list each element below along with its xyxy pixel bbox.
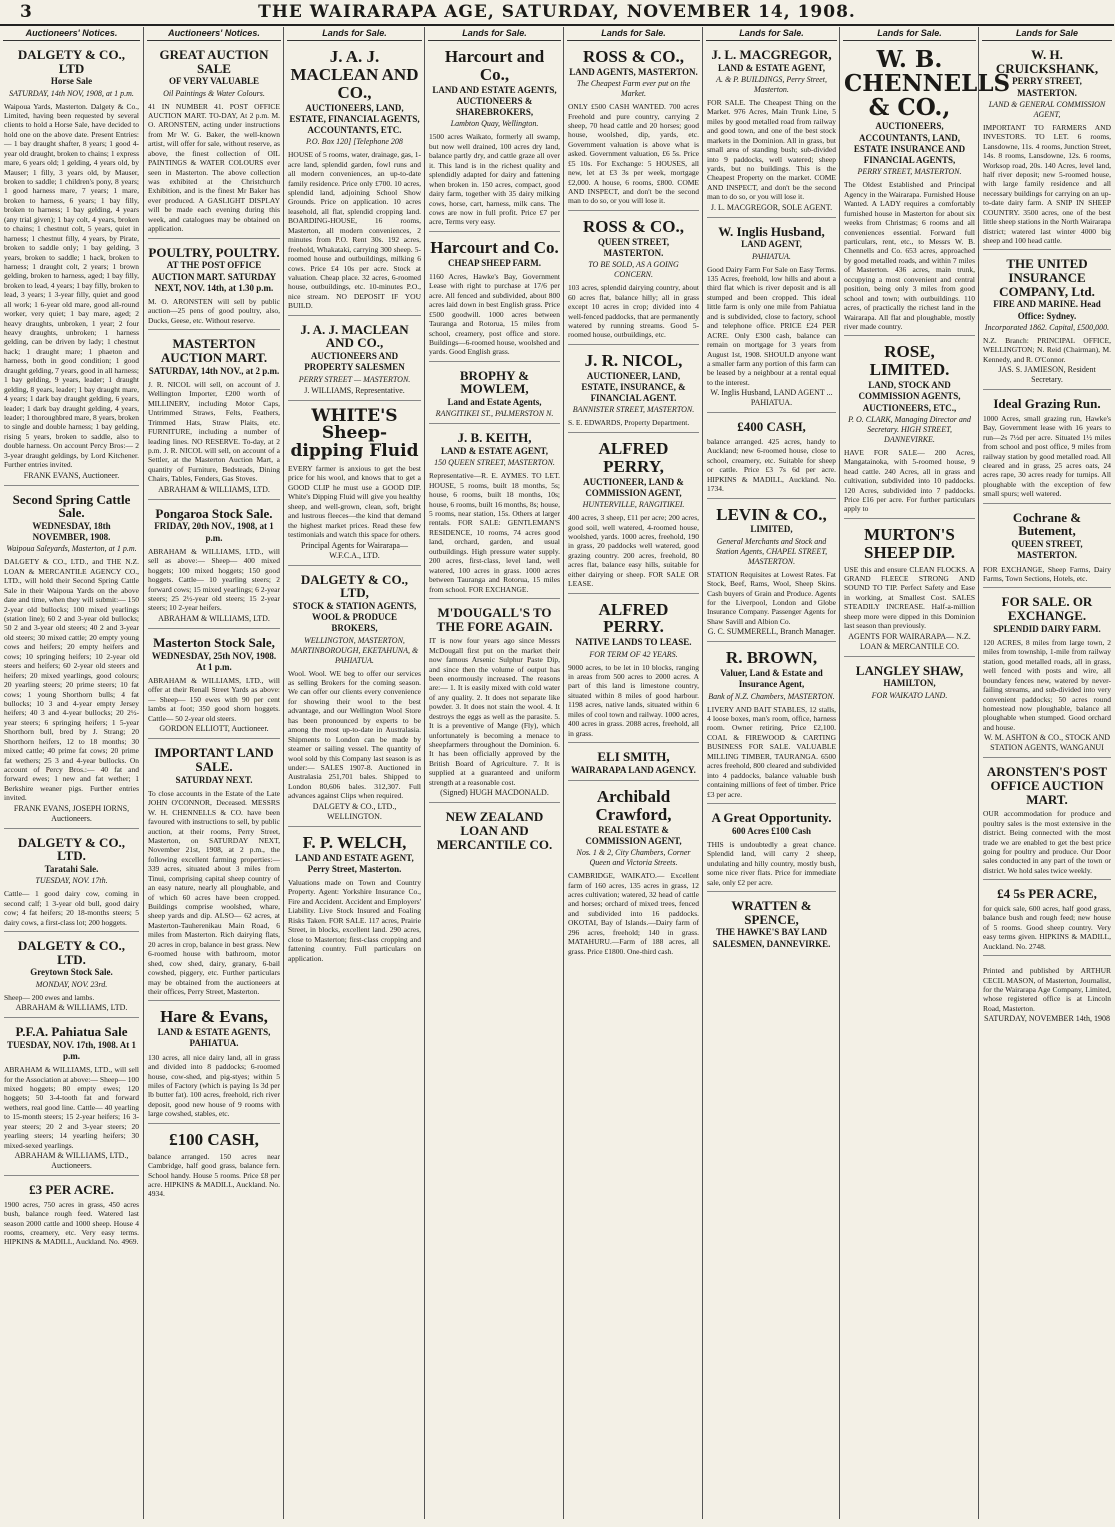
ad-detail: PAHIATUA. bbox=[752, 251, 791, 261]
ad-headline: Hare & Evans, bbox=[160, 1007, 268, 1027]
ad-subheading: Horse Sale bbox=[50, 76, 93, 87]
ad-signature: FRANK EVANS, JOSEPH IORNS, Auctioneers. bbox=[13, 803, 130, 823]
ad-subheading: SATURDAY NEXT. bbox=[175, 774, 253, 785]
ad-headline: W. Inglis Husband, bbox=[718, 223, 825, 239]
ad-body-text: HAVE FOR SALE— 200 Acres, Mangatainoka, with 5-roomed house, 9 head cattle. 240 Acres, all in grass and cultivation, subdivided into 10 paddocks. 120 Acres, subdivided into 7 paddocks. Price £16 per acre. For further particulars apply to bbox=[844, 447, 975, 514]
ad-body-text: FOR SALE. The Cheapest Thing on the Market. 976 Acres, Main Trunk Line, 5 miles by good metalled road from railway and good town, and one of the best stock markets in the Dominion. All in grass, but small area of standing bush; sub-divided into 9 paddocks, well watered; sheep yards, but no buildings. This is the Cheapest Property on the market. COME AND INSPECT, and don't be the second man to do so, or you will lose it. bbox=[707, 97, 836, 202]
ad-headline: F. P. WELCH, bbox=[302, 832, 407, 852]
ad-detail: Waipoua Saleyards, Masterton, at 1 p.m. bbox=[6, 544, 137, 554]
ad-signature: AGENTS FOR WAIRARAPA— N.Z. LOAN & MERCANTILE CO. bbox=[848, 631, 971, 651]
advertisement bbox=[707, 222, 836, 414]
ad-detail: FOR TERM OF 42 YEARS. bbox=[589, 649, 678, 659]
ad-headline: NEW ZEALAND LOAN AND MERCANTILE CO. bbox=[436, 809, 553, 852]
ad-subheading: QUEEN STREET, MASTERTON. bbox=[597, 236, 670, 258]
ad-subheading: Land and Estate Agents, bbox=[447, 397, 542, 408]
ad-headline: GREAT AUCTION SALE bbox=[159, 47, 269, 76]
ad-detail: General Merchants and Stock and Station Agents, CHAPEL STREET, MASTERTON. bbox=[715, 536, 828, 566]
advertisement bbox=[429, 366, 560, 425]
ad-subheading: AUCTIONEERS AND PROPERTY SALESMEN bbox=[304, 351, 405, 373]
ad-detail: FOR WAIKATO LAND. bbox=[871, 690, 948, 700]
ad-body-text: HOUSE of 5 rooms, water, drainage, gas, 1-acre land, splendid garden, fowl runs and all modern conveniences, an up-to-date family residence. Price only £700. 10 acres, splendid land, adjoining School Show Grounds. Price on application. 10 acres leasehold, all flat, splendid cropping land. BOARDING-HOUSE, 16 rooms, Masterton, all modern conveniences, 2 minutes from P.O. Rent 30s. 192 acres, freehold, Whakataki, carrying 300 sheep. 5-roomed house and outbuildings, milking 6 cows. Price £4 10s per acre. Stock at valuation. Cheap place. 32 acres, 6-roomed house, outbuildings, etc. 10-minutes P.O., nice stream. NO DEPOSIT IF YOU BUILD. bbox=[288, 150, 421, 311]
ad-headline: MURTON'S SHEEP DIP. bbox=[863, 524, 956, 562]
ad-headline: LANGLEY SHAW, bbox=[855, 662, 964, 678]
ad-body-text: 1900 acres, 750 acres in grass, 450 acres bush, balance rough feed. Watered last season 2000 cattle and 1000 sheep. House 4 rooms, creamery, etc. Very easy terms. HIPKINS & MADILL, Auckland. No. 4969. bbox=[4, 1199, 139, 1247]
ad-headline: £100 CASH, bbox=[169, 1129, 259, 1149]
ad-subheading: NATIVE LANDS TO LEASE. bbox=[575, 637, 692, 648]
ad-subheading: Taratahi Sale. bbox=[44, 864, 99, 875]
column-8 bbox=[978, 27, 1115, 1519]
advertisement bbox=[288, 45, 421, 316]
advertisement bbox=[429, 807, 560, 855]
advertisement bbox=[983, 762, 1111, 880]
ad-signature: GORDON ELLIOTT, Auctioneer. bbox=[159, 724, 269, 734]
ad-signature: W. Inglis Husband, LAND AGENT ... PAHIATUA. bbox=[710, 388, 833, 408]
ad-headline: Cochrane & Butement, bbox=[1012, 509, 1082, 539]
advertisement bbox=[148, 243, 280, 331]
advertisement bbox=[148, 334, 280, 499]
ad-headline: ROSS & CO., bbox=[582, 47, 685, 66]
advertisement bbox=[707, 417, 836, 498]
ad-headline: R. BROWN, bbox=[725, 648, 818, 668]
ad-headline: £3 PER ACRE. bbox=[29, 1182, 114, 1198]
advertisement bbox=[568, 598, 699, 743]
ad-subheading: Valuer, Land & Estate and Insurance Agent, bbox=[720, 668, 823, 690]
column-5 bbox=[563, 27, 703, 1519]
ad-headline: DALGETY & CO., LTD bbox=[17, 47, 126, 76]
advertisement bbox=[983, 884, 1111, 956]
ad-subheading: SATURDAY, 14th NOV., at 2 p.m. bbox=[148, 365, 280, 376]
advertisement bbox=[288, 320, 421, 401]
ad-detail: P. O. CLARK, Managing Director and Secretary. HIGH STREET, DANNEVIRKE. bbox=[848, 414, 971, 444]
ad-headline: Ideal Grazing Run. bbox=[993, 396, 1101, 412]
advertisement bbox=[148, 633, 280, 739]
advertisement bbox=[288, 405, 421, 566]
advertisement bbox=[707, 503, 836, 643]
ad-headline: FOR SALE. OR EXCHANGE. bbox=[1001, 594, 1093, 624]
advertisement bbox=[983, 592, 1111, 758]
advertisement bbox=[568, 45, 699, 211]
ad-detail: PERRY STREET — MASTERTON. bbox=[298, 374, 411, 384]
column-6 bbox=[702, 27, 840, 1519]
ad-body-text: Cattle— 1 good dairy cow, coming in second calf; 1 3-year old bull, good dairy cow; 4 fat heifers; 20 18-months steers; 5 dairy cows, a first-class lot; 200 hoggets. bbox=[4, 889, 139, 927]
ad-body-text: IMPORTANT TO FARMERS AND INVESTORS. TO LET. 6 rooms, Lansdowne, 11s. 4 rooms, Junction Street, 14s. 8 rooms, Lansdowne, 12s. 6 rooms, Worksop road, 20s. 140 Acres, level land, half river deposit; new 5-roomed house, with large family residence and all necessary buildings for carrying on an up-to-date dairy farm. A SNIP IN SHEEP COUNTRY. 3500 acres, one of the best little sheep stations in the North Wairarapa district; watered last winter 4000 big sheep and 100 head cattle. bbox=[983, 122, 1111, 246]
ad-body-text: for quick sale, 600 acres, half good grass, balance bush and rough feed; new house of 5 rooms. Good sheep country. Very easy terms given. HIPKINS & MADILL, Auckland. No. 2748. bbox=[983, 903, 1111, 951]
ad-subheading: LIMITED, bbox=[750, 524, 793, 535]
ad-headline: J. R. NICOL, bbox=[584, 350, 683, 370]
ad-detail: Incorporated 1862. Capital, £500,000. bbox=[984, 322, 1110, 332]
advertisement bbox=[983, 508, 1111, 589]
ad-headline: £400 CASH, bbox=[737, 419, 806, 435]
ad-body-text: 1000 Acres, small grazing run, Hawke's Bay, Government lease with 16 years to run—2s 7½d per acre. Situated 1½ miles from school and post office, 9 miles from railway station by good metalled road. All cleared and in grass, 25 acres oats, 24 acres rape, 30 acres ready for turnips. All ploughable with the exception of few small spurs; well watered. bbox=[983, 413, 1111, 499]
column-7 bbox=[839, 27, 1011, 1519]
ad-headline: WHITE'S Sheep-dipping Fluid bbox=[290, 405, 419, 462]
ad-headline: MASTERTON AUCTION MART. bbox=[160, 336, 268, 365]
ad-headline: DALGETY & CO., LTD, bbox=[300, 571, 409, 601]
ad-headline: J. A. J. MACLEAN AND CO., bbox=[300, 321, 409, 351]
ad-headline: Archibald Crawford, bbox=[595, 786, 672, 824]
ad-subheading: HAMILTON, bbox=[883, 678, 936, 689]
advertisement bbox=[148, 743, 280, 1001]
ad-detail: PERRY STREET, MASTERTON. bbox=[857, 167, 962, 177]
ad-detail: WELLINGTON, MASTERTON, MARTINBOROUGH, EKETAHUNA, & PAHIATUA. bbox=[290, 635, 419, 665]
advertisement bbox=[568, 785, 699, 960]
advertisement bbox=[983, 394, 1111, 504]
ad-body-text: Waipoua Yards, Masterton. Dalgety & Co., Limited, having been requested by several clients to hold a Horse Sale, have decided to hold one on the above date. Present Entries:— 1 bay draught shafter, 8 years; 1 good 4-year old draught, broken to chains; 1 express mare, 6 years old; 1 gelding, 4 years old, by Mauser; 1 filly, 3 years old, by Mauser, broken to saddle; 1 children's pony, 8 years; 1 good harness mare, 7 years; 1 mare, broken to harness, 6 years; 1 bay filly, broken to harness; 1 bay gelding, 4 years (any trial given); 1 bay colt, 4 years, broken to chains; 1 chestnut colt, 5 years, quiet in harness; 1 chestnut filly, 4 years, by Pirate, broken to saddle only; 1 bay gelding, 3 years, broken to saddle; 1 hack, broken to harness; 1 draught colt, 2 years; 1 brown gelding, broken to harness, aged; 1 bay filly, broken to lead, 4 years; 1 bay filly, broken to lead, 3 years; 1 3-year filly, quiet and good all work; 1 6-year old mare, good all-round worker, very quiet; 1 bay mare, aged; 2 heavy draughts, unbroken, 1 year; 2 four heavy draughts, unbroken; 1 harness gelding, can be driven by lady; 1 chestnut hack; 1 draught mare; 1 phaeton and harness, both in good condition; 1 good draught gelding, 7 years, good in all harness; 1 bay gelding, 9 years, leader; 1 draught gelding, 8 years, leader; 1 bay draught mare, 4 years; 1 dark bay draught gelding, 6 years, leader; 1 dark bay draught gelding, 4 years, leader; 1 thoroughbred mare, 8 years, broken to single and double harness; 1 bay gelding, rising 5 years, broken to saddle, also to double harness. On account Percy Bros:— 2 3-year draught geldings, by Lord Kitchener. Further entries invited. bbox=[4, 101, 139, 470]
ad-signature: DALGETY & CO., LTD., WELLINGTON. bbox=[312, 801, 397, 821]
ad-body-text: OUR accommodation for produce and poultry sales is the most extensive in the district. Being connected with the most trade we are enabled to get the best price going for poultry and produce. Our Door sales conducted in any part of the town or district. We hold sales twice weekly. bbox=[983, 809, 1111, 875]
advertisement bbox=[148, 45, 280, 239]
advertisement bbox=[148, 504, 280, 629]
ad-subheading: LAND & ESTATE AGENTS, PAHIATUA. bbox=[157, 1027, 271, 1049]
ad-headline: £4 5s PER ACRE, bbox=[997, 886, 1097, 902]
ad-signature: J. L. MACGREGOR, SOLE AGENT. bbox=[710, 202, 833, 212]
ad-signature: ABRAHAM & WILLIAMS, LTD. bbox=[158, 484, 270, 494]
column-header: Lands for Sale. bbox=[706, 27, 837, 41]
advertisement bbox=[4, 1180, 139, 1251]
ad-subheading: LAND AGENTS, MASTERTON. bbox=[569, 66, 698, 77]
ad-headline: Pongaroa Stock Sale. bbox=[155, 505, 273, 521]
advertisement bbox=[429, 603, 560, 803]
ad-body-text: J. R. NICOL will sell, on account of J. Wellington Importer, £200 worth of MILLINERY, including Motor Caps, Untrimmed Straws, Felts, Feathers, Trimmed Hats, Straw Plaits, etc. FURNITURE, including a number of leading lines. NO RESERVE. To-day, at 2 p.m. J. R. NICOL will sell, on account of a Settler, at the Masterton Auction Mart, a quantity of Furniture, Bedsteads, Dining Chairs, Tables, Fenders, Gas Stoves. bbox=[148, 379, 280, 484]
ad-body-text: IT is now four years ago since Messrs McDougall first put on the market their now famous Arsenic Sulphur Paste Dip, and since then the volume of output has been enormously increased. The reasons are:— 1. It is easily mixed with cold water of any quality. 2. It does not separate like powder. 3. It does not stain the wool. 4. It destroys the eggs as well as the parasite. 5. It is a preventive of Mange (Fly), which unfortunately is becoming a menace to sheepfarmers throughout the Dominion. 6. It has been officially approved by the British Board of Agriculture. 7. It is supplied at a guaranteed and uniform strength at a reasonable cost. bbox=[429, 636, 560, 787]
ad-body-text: 103 acres, splendid dairying country, about 60 acres flat, balance hilly; all in grass except 10 acres in crop; divided into 4 well-fenced paddocks, that are permanently watered by running streams. Good 5-roomed house, outbuildings, etc. bbox=[568, 283, 699, 340]
ad-headline: Second Spring Cattle Sale. bbox=[12, 491, 131, 521]
ad-body-text: ABRAHAM & WILLIAMS, LTD., will offer at their Renall Street Yards as above:— Sheep— 150 ewes with 90 per cent lambs at foot; 350 good shorn hoggets. Cattle— 50 2-year old steers. bbox=[148, 676, 280, 723]
ad-body-text: 400 acres, 3 sheep, £11 per acre; 200 acres, good soil, well watered, 4-roomed house, woolshed, yards. 1000 acres, freehold, 190 in grass, 20 paddocks well watered, good grazing country. 200 acres, freehold, 80 acres flat, balance easy hills, suitable for either dairying or sheep. FOR SALE OR LEASE. bbox=[568, 513, 699, 589]
ad-subheading: LAND AND ESTATE AGENT, Perry Street, Masterton. bbox=[295, 852, 414, 874]
page-number: 3 bbox=[20, 2, 32, 22]
ad-subheading: FIRE AND MARINE. Head Office: Sydney. bbox=[993, 299, 1101, 321]
ad-headline: BROPHY & MOWLEM, bbox=[459, 367, 530, 397]
ad-detail: RANGITIKEI ST., PALMERSTON N. bbox=[435, 409, 554, 419]
ad-subheading: SPLENDID DAIRY FARM. bbox=[993, 623, 1101, 634]
ad-detail: P.O. Box 120] [Telephone 208 bbox=[306, 137, 403, 147]
advertisement bbox=[288, 570, 421, 827]
ad-body-text: ABRAHAM & WILLIAMS, LTD., will sell for the Association at above:— Sheep— 100 mixed hoggets; 80 empty ewes; 120 hoggets; 50 3-4-tooth fat and forward wethers, real good line. Cattle— 40 yearling to 15-month steers; 15 2-year heifers; 16 3-year steers; 20 2 and 3-year steers; 20 yearling steers; 14 yearling heifers; 30 mixed-sexed yearlings. bbox=[4, 1065, 139, 1150]
ad-detail: Oil Paintings & Water Colours. bbox=[163, 88, 265, 98]
ad-subheading: LAND, STOCK AND COMMISSION AGENTS, AUCTIONEERS, ETC., bbox=[858, 380, 961, 413]
ad-detail: SATURDAY, 14th NOV, 1908, at 1 p.m. bbox=[9, 88, 134, 98]
ad-signature: SATURDAY, NOVEMBER 14th, 1908 bbox=[983, 1014, 1111, 1024]
advertisement bbox=[983, 960, 1111, 1028]
ad-subheading: LAND & ESTATE AGENT, bbox=[440, 446, 549, 457]
ad-subheading: AUCTIONEER, LAND, ESTATE, INSURANCE, & FINANCIAL AGENT. bbox=[581, 370, 686, 404]
advertisement bbox=[707, 45, 836, 218]
ad-headline: ALFRED PERRY. bbox=[598, 599, 669, 637]
ad-signature: Principal Agents for Wairarapa— W.F.C.A., LTD. bbox=[301, 540, 408, 560]
ad-body-text: STATION Requisites at Lowest Rates. Fat Stock, Beef, Rams, Wool, Sheep Skins. Cash buyers of Grain and Produce. Agents for the Liverpool, London and Globe Insurance Company. Passenger Agents for Shaw Savill and Albion Co. bbox=[707, 569, 836, 626]
advertisement bbox=[4, 936, 139, 1018]
ad-signature: (Signed) HUGH MACDONALD. bbox=[440, 788, 549, 798]
column-header: Lands for Sale bbox=[982, 27, 1112, 41]
ad-subheading: TUESDAY, NOV. 17th, 1908. At 1 p.m. bbox=[7, 1039, 136, 1061]
ad-headline: WRATTEN & SPENCE, bbox=[731, 898, 812, 927]
advertisement bbox=[429, 428, 560, 599]
advertisement bbox=[844, 523, 975, 657]
ad-headline: W. B. CHENNELLS & CO., bbox=[844, 46, 1011, 122]
advertisement bbox=[568, 437, 699, 594]
ad-headline: IMPORTANT LAND SALE. bbox=[154, 745, 274, 774]
ad-headline: Harcourt and Co. bbox=[430, 237, 559, 257]
ad-body-text: 9000 acres, to be let in 10 blocks, ranging in areas from 500 acres to 2000 acres. A part of this land is limestone country, situated within 8 miles of good harbour. 1198 acres, native lands, situated within 6 miles of cool town and railway. 1000 acres, 400 acres in grass. 2088 acres, freehold, all in grass. bbox=[568, 662, 699, 738]
advertisement bbox=[844, 340, 975, 519]
ad-headline: Masterton Stock Sale, bbox=[153, 634, 275, 650]
ad-body-text: Printed and published by ARTHUR CECIL MASON, of Masterton, Journalist, for the Wairarapa Age Company, Limited, whose registered office is at Lincoln Road, Masterton. bbox=[983, 966, 1111, 1013]
advertisement bbox=[707, 646, 836, 804]
advertisement bbox=[288, 831, 421, 967]
ad-body-text: DALGETY & CO., LTD., and THE N.Z. LOAN & MERCANTILE AGENCY CO., LTD., will hold their Second Spring Cattle Sale in their Waipoua Yards on the above date and time, when they will submit:— 150 2-year old bullocks; 100 mixed yearlings (station line); 60 2 and 3-year old bullocks; 50 2 and 3-year old steers; 40 2 and 3-year old steers; 30 mixed cattle; 20 empty young cows and heifers; 20 empty heifers and cows; 10 springing heifers; 10 2-year old steers and heifers; 60 2-year old steers and heifers; 20 mixed yearlings, good colours; 20 yearling steers; 20 prime steers; 10 fat cows; 1 young Shorthorn bulls; 4 fat bullocks; 10 3 and 4-year empty Jersey heifers; 40 3 and 4-year bullocks; 20 2½-year steers; 6 springing heifers; 1 5-year Shorthorn bull, bred by J. Strang; 20 Shorthorn heifers, 12 to 18 months; 30 mixed cattle; 40 prime fat cows; 20 prime fat wethers; 25 3 and 4-year bullocks. On account of Percy Bros.:— 40 fat and forward ewes; 1 new and fat wether; 1 Berkshire weaner pigs. Further entries invited. bbox=[4, 557, 139, 803]
ad-signature: G. C. SUMMERELL, Branch Manager. bbox=[707, 627, 836, 637]
page-title: THE WAIRARAPA AGE, SATURDAY, NOVEMBER 14, 1908. bbox=[258, 2, 856, 22]
ad-body-text: balance arranged. 150 acres near Cambridge, half good grass, balance fern. School handy. House 5 rooms. Price £8 per acre. HIPKINS & MADILL, Auckland. No. 4934. bbox=[148, 1151, 280, 1199]
ad-subheading: STOCK & STATION AGENTS, WOOL & PRODUCE BROKERS, bbox=[292, 600, 417, 634]
ad-body-text: ABRAHAM & WILLIAMS, LTD., will sell as above:— Sheep— 400 mixed hoggets; 100 mixed hoggets; 150 good hoggets. Cattle— 10 yearling steers; 2 forward cows; 15 mixed yearlings; 6 2-year steers; 25 2½-year old steers; 15 2-year steers; 10 2-year heifers. bbox=[148, 546, 280, 613]
ad-headline: J. L. MACGREGOR, bbox=[711, 47, 832, 62]
ad-detail: Nos. 1 & 2, City Chambers, Corner Queen and Victoria Streets. bbox=[576, 848, 691, 868]
ad-subheading: AT THE POST OFFICE AUCTION MART. SATURDAY NEXT, NOV. 14th, at 1.30 p.m. bbox=[151, 260, 277, 293]
ad-signature: W. M. ASHTON & CO., STOCK AND STATION AGENTS, WANGANUI bbox=[983, 733, 1111, 753]
ad-body-text: To close accounts in the Estate of the Late JOHN O'CONNOR, Deceased. MESSRS W. H. CHENNELLS & CO. have been favoured with instructions to sell, by public auction, at their rooms, Perry Street, Masterton, on SATURDAY NEXT, November 21st, 1908, at 2 p.m., the following excellent farming properties:— 339 acres, situated about 3 miles from Tinui, comprising capital sheep country of an easy nature, nearly all ploughable, and of which 60 acres have been cropped. Buildings comprise woolshed, whare, sheep yards and dip. ALSO— 62 acres, at Masterton-Tauherenikau Main Road, 6 miles from Masterton. Rich dairying flats, 20 acres in crop, balance in best grass. New 6-roomed house with bathroom, motor shed, cow shed, dairy, granary, 6-bail cowshed, piggery, etc. Further particulars may be obtained from the auctioneers at their offices, Perry Street, Masterton. bbox=[148, 788, 280, 996]
column-1 bbox=[0, 27, 143, 1519]
ad-subheading: LAND AGENT, bbox=[741, 239, 802, 250]
column-header: Auctioneers' Notices. bbox=[147, 27, 281, 41]
ad-headline: M'DOUGALL'S TO THE FORE AGAIN. bbox=[436, 604, 553, 634]
advertisement bbox=[707, 808, 836, 892]
ad-detail: LAND & GENERAL COMMISSION AGENT, bbox=[988, 99, 1106, 119]
advertisement bbox=[707, 896, 836, 954]
advertisement bbox=[148, 1128, 280, 1203]
ad-signature: ABRAHAM & WILLIAMS, LTD. bbox=[15, 1003, 128, 1012]
ad-body-text: 130 acres, all nice dairy land, all in grass and divided into 8 paddocks; 6-roomed house, cow-shed, and pig-styes; within 5 miles of Factory (which is paying 1s 3d per lb butter fat). 100 acres, freehold, rich river deposit, good new house of 9 rooms with large cowshed, stables, etc. bbox=[148, 1052, 280, 1119]
advertisement bbox=[844, 661, 975, 705]
ad-headline: Harcourt and Co., bbox=[444, 47, 545, 84]
ad-body-text: Representative—R. E. AYMES. TO LET. HOUSE, 5 rooms, built 18 months, 5s; house, 6 rooms, built 18 months, 10s; house, 6 rooms, built 16 months, 8s; house, 5 rooms, near station, 15s. Others at larger rentals. FOR SALE: GENTLEMAN'S RESIDENCE, 10 rooms, 74 acres good land, orchard, garden, and usual outbuildings. High pressure water supply. 200 acres, first-class, level land, well watered, 100 acres in grass. 1000 acres between Tauranga and Rotorua, 15 miles from school. FOR EXCHANGE. bbox=[429, 471, 560, 594]
advertisement bbox=[429, 45, 560, 232]
ad-subheading: WAIRARAPA LAND AGENCY. bbox=[571, 764, 696, 775]
ad-subheading: 600 Acres £100 Cash bbox=[731, 825, 812, 836]
ad-headline: DALGETY & CO., LTD. bbox=[17, 834, 126, 864]
ad-headline: THE UNITED INSURANCE COMPANY, Ltd. bbox=[999, 256, 1095, 299]
ad-signature: ABRAHAM & WILLIAMS, LTD. bbox=[158, 613, 270, 623]
ad-detail: BANNISTER STREET, MASTERTON. bbox=[572, 405, 695, 415]
ad-headline: A Great Opportunity. bbox=[711, 809, 832, 825]
ad-subheading: LAND AND ESTATE AGENTS, AUCTIONEERS & SHAREBROKERS, bbox=[432, 84, 557, 118]
advertisement bbox=[844, 45, 1011, 336]
ad-body-text: 1500 acres Waikato, formerly all swamp, but now well drained, 100 acres dry land, balance partly dry, and cattle graze all over it. This land is in the richest quality and splendidly adapted for dairy and fattening when broken in. 150 acres, compact, good dairy farm, together with 35 dairy milking cows, horse, cart, harness, milk cans. The cows are now in full profit. Price £7 per acre, Terms very easy. bbox=[429, 132, 560, 227]
ad-body-text: Valuations made on Town and Country Property. Agent: Yorkshire Insurance Co., Fire and Accident. Accident and Employers' Liability. Live Stock Insured and Foaling Risks Taken. FOR SALE. 117 acres, Prairie Street, in blocks, excellent land. 290 acres, close to Masterton; first-class cropping and fattening country. Full particulars on application. bbox=[288, 878, 421, 963]
ad-detail: Bank of N.Z. Chambers, MASTERTON. bbox=[708, 691, 835, 701]
column-header: Lands for Sale. bbox=[287, 27, 422, 41]
masthead bbox=[0, 0, 1114, 26]
ad-body-text: ONLY £500 CASH WANTED. 700 acres Freehold and pure country, carrying 2 sheep, 70 head cattle and 20 horses; good house, woolshed, dip, yards, etc. Government valuation is above what is asked. Government valuation, £6 5s. Price £5 10s. For Exchange: 5 HOUSES, all new, let at £3 3s per week, mortgage £2,000. A house, 6 rooms, £800. COME AND INSPECT, and don't be the second man to do so, or you will lose it. bbox=[568, 102, 699, 206]
column-2 bbox=[143, 27, 284, 1519]
advertisement bbox=[568, 747, 699, 781]
ad-detail: A. & P. BUILDINGS, Perry Street, Masterton. bbox=[716, 74, 827, 94]
column-3 bbox=[283, 27, 425, 1519]
ad-subheading: CHEAP SHEEP FARM. bbox=[447, 257, 542, 268]
advertisement bbox=[148, 1005, 280, 1123]
ad-body-text: 1160 Acres, Hawke's Bay, Government Lease with right to purchase at 17/6 per acre. All fenced and subdivided, about 800 acres laid down in best English grass. Price £500 goodwill. 1000 acres between Tauranga and Rotorua, 15 miles from school, creamery, post office and store. Buildings—6-roomed house, woolshed and yards. Good English grass. bbox=[429, 271, 560, 357]
ad-subheading: WEDNESDAY, 18th NOVEMBER, 1908. bbox=[32, 520, 111, 543]
ad-headline: POULTRY, POULTRY. bbox=[148, 244, 280, 260]
ad-headline: DALGETY & CO., LTD. bbox=[17, 938, 126, 967]
ad-body-text: THIS is undoubtedly a great chance. Splendid land, will carry 2 sheep, undulating and hilly country, mostly bush, some nice river flats. Price for immediate sale, only £2 per acre. bbox=[707, 839, 836, 887]
ad-headline: ELI SMITH, bbox=[597, 749, 670, 765]
ad-body-text: 41 IN NUMBER 41. POST OFFICE AUCTION MART. TO-DAY, At 2 p.m. M. O. ARONSTEN, acting under instructions from Mr W. G. Baker, the well-known artist, will offer for sale, without reserve, as above, the finest collection of OIL PAINTINGS & WATER COLOURS ever seen in Masterton. The above collection was exhibited at the Christchurch Exhibition, and is the finest Mr Baker has ever produced. A GASLIGHT DISPLAY will be made each evening during this week, and catalogues may be obtained on application. bbox=[148, 101, 280, 234]
ad-signature: ABRAHAM & WILLIAMS, LTD., Auctioneers. bbox=[14, 1151, 129, 1171]
ad-body-text: LIVERY AND BAIT STABLES, 12 stalls, 4 loose boxes, man's room, office, harness room. Owner retiring. Price £2,100. COAL & FIREWOOD & CARTING BUSINESS FOR SALE. VALUABLE MILLING TIMBER, TAURANGA. 6500 acres freehold, 800 cleared and subdivided into 4 paddocks, balance valuable bush containing millions of feet of timber. Price £3 per acre. bbox=[707, 704, 836, 799]
ad-signature: FRANK EVANS, Auctioneer. bbox=[23, 470, 120, 480]
ad-signature: J. WILLIAMS, Representative. bbox=[304, 385, 405, 395]
ad-headline: LEVIN & CO., bbox=[716, 504, 827, 524]
ad-body-text: balance arranged. 425 acres, handy to Auckland; new 6-roomed house, close to school, creamery, etc. Suitable for sheep or cattle. Price £3 7s 6d per acre. HIPKINS & MADILL, Auckland. No. 1734. bbox=[707, 436, 836, 494]
column-header: Lands for Sale. bbox=[567, 27, 700, 41]
ad-body-text: S. E. EDWARDS, Property Department. bbox=[568, 418, 690, 428]
advertisement bbox=[983, 254, 1111, 390]
ad-headline: P.F.A. Pahiatua Sale bbox=[15, 1024, 128, 1039]
ad-subheading: AUCTIONEER, LAND & COMMISSION AGENT, bbox=[583, 476, 684, 498]
ad-headline: ROSE, LIMITED. bbox=[869, 342, 950, 380]
ad-detail: HUNTERVILLE, RANGITIKEI. bbox=[582, 500, 685, 510]
ad-body-text: CAMBRIDGE, WAIKATO.— Excellent farm of 160 acres, 135 acres in grass, 12 acres cultivation; watered, 32 head of cattle and horses; orchard of mixed trees, fenced and subdivided into 16 paddocks. OKOTAI, Bay of Islands.—Dairy farm of 296 acres, freehold; 140 in grass. MATAHURU.—Farm of 188 acres, all grass. Price £1800. One-third cash. bbox=[568, 871, 699, 956]
ad-subheading: Greytown Stock Sale. bbox=[30, 967, 113, 978]
ad-subheading: THE HAWKE'S BAY LAND SALESMEN, DANNEVIRKE. bbox=[712, 927, 831, 949]
column-header: Lands for Sale. bbox=[428, 27, 561, 41]
ad-body-text: The Oldest Established and Principal Agency in the Wairarapa. Furnished House Wanted. A LADY requires a comfortably furnished house in Masterton for about six weeks from Christmas; 6 rooms and all conveniences essential. Forward full particulars, rent, etc., to Messrs W. B. Chennells and Co. 653 acres, approached by good metalled roads, and within 7 miles of Masterton. 436 acres, main trunk, occupying a most convenient and central position, being only 3 miles from good school and town; with outbuildings. 110 acres, of practically the richest land in the Wairarapa. All flat and ploughable, mostly river made country. bbox=[844, 180, 975, 331]
ad-detail: Lambton Quay, Wellington. bbox=[450, 119, 539, 129]
ad-signature: JAS. S. JAMIESON, Resident Secretary. bbox=[998, 365, 1096, 385]
ad-body-text: Wool. Wool. WE beg to offer our services as selling Brokers for the coming season. We can offer our clients every convenience for showing their wool to the best advantage, and our Wellington Wool Store has been pronounced by experts to be among the most up-to-date in Australasia. Shipments to London can be made by steamer or sailing vessel. The quantity of wool sold by this Company last season is as under:— SALES 1907-8. Auctioned in Australasia 251,701 bales. Shipped to London 80,606 bales. 312,307. Full advances against Clips when required. bbox=[288, 668, 421, 801]
ad-subheading: FRIDAY, 20th NOV., 1908, at 1 p.m. bbox=[154, 521, 274, 543]
column-header: Lands for Sale. bbox=[843, 27, 976, 41]
ad-headline: W. H. CRUICKSHANK, bbox=[995, 47, 1099, 76]
ad-headline: J. A. J. MACLEAN AND CO., bbox=[290, 47, 419, 102]
ad-detail: The Cheapest Farm ever put on the Market. bbox=[576, 79, 691, 99]
ad-headline: ARONSTEN'S POST OFFICE AUCTION MART. bbox=[986, 764, 1108, 807]
ad-subheading: AUCTIONEERS, LAND, ESTATE, FINANCIAL AGENTS, ACCOUNTANTS, ETC. bbox=[289, 102, 420, 136]
ad-detail: TO BE SOLD, AS A GOING CONCERN. bbox=[588, 260, 679, 280]
ad-headline: J. B. KEITH, bbox=[457, 430, 532, 446]
column-4 bbox=[424, 27, 564, 1519]
ad-body-text: 120 ACRES, 8 miles from large town, 2 miles from township, 1-mile from railway station, good metalled roads, all in grass, well fenced with posts and wire, all boundary fences new, watered by never-failing streams, and sub-divided into very convenient paddocks; 50 acres round homestead now ploughable, balance all ploughable when stumped. Good orchard and house. bbox=[983, 637, 1111, 732]
advertisement bbox=[4, 1022, 139, 1176]
ad-detail: MONDAY, NOV. 23rd. bbox=[35, 979, 108, 989]
ad-subheading: WEDNESDAY, 25th NOV, 1908. At 1 p.m. bbox=[151, 650, 277, 672]
ad-body-text: EVERY farmer is anxious to get the best price for his wool, and knows that to get a GOOD CLIP he must use a GOOD DIP. White's Dipping Fluid will give you healthy sheep, and well-grown, clean, soft, bright and lustrous fleeces—the kind that demand the highest market prices. Read these few testimonials and watch this space for others. bbox=[288, 464, 421, 540]
ad-body-text: USE this and ensure CLEAN FLOCKS. A GRAND FLEECE STRONG AND SOUND TO TIP. Perfect Safety and Ease in working, at Smallest Cost. SALES STEADILY INCREASE. Half-a-million sheep more were dipped in this Dominion last season than previously. bbox=[844, 564, 975, 631]
ad-body-text: FOR EXCHANGE, Sheep Farms, Dairy Farms, Town Sections, Hotels, etc. bbox=[983, 564, 1111, 583]
ad-body-text: Good Dairy Farm For Sale on Easy Terms. 135 Acres, freehold, low hills and about a third flat which is river deposit and is all stumped and been cropped. This ideal little farm is only one mile from Pahiatua and is subdivided, close to factory, school and telephone office. PRICE £24 PER ACRE. Only £300 cash, balance can remain on mortgage for 3 years from August 1st, 1908. SHOULD anyone want a smaller farm any portion of this farm can be leased by a neighbour at a rental equal to the interest. bbox=[707, 264, 836, 387]
ad-detail: TUESDAY, NOV. 17th. bbox=[35, 876, 108, 886]
ad-subheading: OF VERY VALUABLE bbox=[168, 76, 260, 87]
advertisement bbox=[568, 215, 699, 345]
ad-headline: ROSS & CO., bbox=[582, 216, 685, 236]
ad-body-text: M. O. ARONSTEN will sell by public auction—25 pens of good poultry, also, Ducks, Geese, etc. Without reserve. bbox=[148, 297, 280, 325]
ad-body-text: Sheep— 200 ewes and lambs. bbox=[4, 992, 95, 1002]
advertisement bbox=[4, 45, 139, 486]
column-header: Auctioneers' Notices. bbox=[3, 27, 140, 41]
advertisement bbox=[983, 45, 1111, 250]
advertisement bbox=[4, 833, 139, 932]
ad-body-text: N.Z. Branch: PRINCIPAL OFFICE, WELLINGTON; N. Reid (Chairman), M. Kennedy, and R. O'Connor. bbox=[983, 335, 1111, 364]
ad-subheading: PERRY STREET, MASTERTON. bbox=[1012, 76, 1082, 98]
advertisement bbox=[568, 349, 699, 433]
advertisement bbox=[429, 236, 560, 362]
ad-subheading: LAND & ESTATE AGENT, bbox=[717, 62, 826, 73]
advertisement bbox=[4, 490, 139, 829]
ad-subheading: QUEEN STREET, MASTERTON. bbox=[1011, 539, 1083, 561]
ad-detail: 150 QUEEN STREET, MASTERTON. bbox=[434, 458, 555, 468]
ad-subheading: AUCTIONEERS, ACCOUNTANTS, LAND, ESTATE INSURANCE AND FINANCIAL AGENTS, bbox=[853, 121, 966, 166]
ad-headline: ALFRED PERRY, bbox=[598, 438, 669, 476]
ad-subheading: REAL ESTATE & COMMISSION AGENT, bbox=[585, 824, 682, 846]
